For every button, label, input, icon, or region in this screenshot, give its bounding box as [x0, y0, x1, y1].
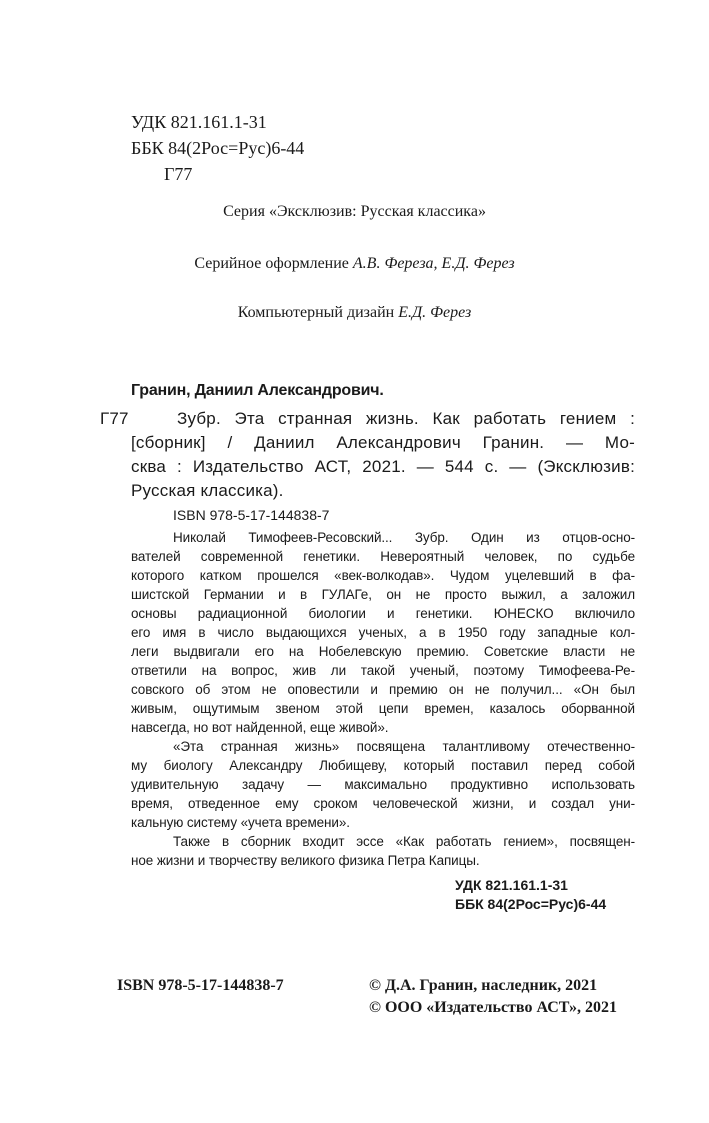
record-title-line: Зубр. Эта странная жизнь. Как работать гением :: [177, 409, 635, 428]
serial-design-line: [0, 255, 709, 273]
record-isbn: ISBN 978-5-17-144838-7: [173, 507, 330, 523]
annotation-line: которого катком прошелся «век-волкодав». Чудом уцелевший в фа-: [131, 568, 635, 583]
annotation-line: основы радиационной биологии и генетики. ЮНЕСКО включило: [131, 606, 635, 621]
annotation-line: навсегда, но вот найденной, еще живой».: [131, 720, 389, 735]
annotation-line: вателей современной генетики. Невероятный человек, по судьбе: [131, 549, 635, 564]
annotation-line: время, отведенное ему сроком человеческой жизни, и создал уни-: [131, 796, 635, 811]
annotation-line: ное жизни и творчеству великого физика Петра Капицы.: [131, 853, 480, 868]
author-mark: Г77: [164, 164, 193, 184]
annotation-line: совского об этом не оповестили и премию он не получил... «Он был: [131, 682, 635, 697]
annotation-line: ответили на вопрос, жив ли такой ученый, поэтому Тимофеева-Ре-: [131, 663, 635, 678]
annotation-line: его имя в число выдающихся ученых, а в 1950 году западные кол-: [131, 625, 635, 640]
record-author: Гранин, Даниил Александрович.: [131, 382, 384, 399]
bbk-code: ББК 84(2Рос=Рус)6-44: [131, 138, 305, 158]
annotation-line: леги выдвигали его на Нобелевскую премию. Советские власти не: [131, 644, 635, 659]
computer-design-line: [0, 304, 709, 322]
serial-design-names: А.В. Фереза, Е.Д. Ферез: [352, 255, 515, 272]
annotation-line: живым, ощутимым звеном этой цепи времен, казалось оборванной: [131, 701, 635, 716]
annotation-line: Также в сборник входит эссе «Как работать гением», посвящен-: [173, 834, 635, 849]
annotation-line: «Эта странная жизнь» посвящена талантливому отечественно-: [173, 739, 635, 754]
annotation-line: шистской Германии и в ГУЛАГе, он не просто выжил, а заложил: [131, 587, 635, 602]
copyright-author: © Д.А. Гранин, наследник, 2021: [369, 977, 598, 994]
series-line: Серия «Эксклюзив: Русская классика»: [223, 203, 486, 220]
record-mark: Г77: [100, 409, 129, 428]
record-title-line: Русская классика).: [131, 481, 284, 500]
classification-bbk: ББК 84(2Рос=Рус)6-44: [455, 896, 607, 912]
annotation-line: удивительную задачу — максимально продуктивно использовать: [131, 777, 635, 792]
copyright-publisher: © ООО «Издательство АСТ», 2021: [369, 999, 618, 1016]
computer-design-label: Компьютерный дизайн: [237, 304, 395, 321]
computer-design-name: Е.Д. Ферез: [398, 304, 472, 321]
annotation-line: кальную систему «учета времени».: [131, 815, 350, 830]
udk-code: УДК 821.161.1-31: [131, 112, 267, 132]
annotation-line: Николай Тимофеев-Ресовский... Зубр. Один из отцов-осно-: [173, 530, 635, 545]
footer-isbn: ISBN 978-5-17-144838-7: [117, 977, 284, 994]
annotation-line: му биологу Александру Любищеву, который поставил перед собой: [131, 758, 635, 773]
classification-udk: УДК 821.161.1-31: [455, 877, 568, 893]
record-title-line: сква : Издательство АСТ, 2021. — 544 с. — (Эксклюзив:: [131, 457, 635, 476]
serial-design-label: Серийное оформление: [194, 255, 349, 272]
record-title-line: [сборник] / Даниил Александрович Гранин. — Мо-: [131, 433, 635, 452]
